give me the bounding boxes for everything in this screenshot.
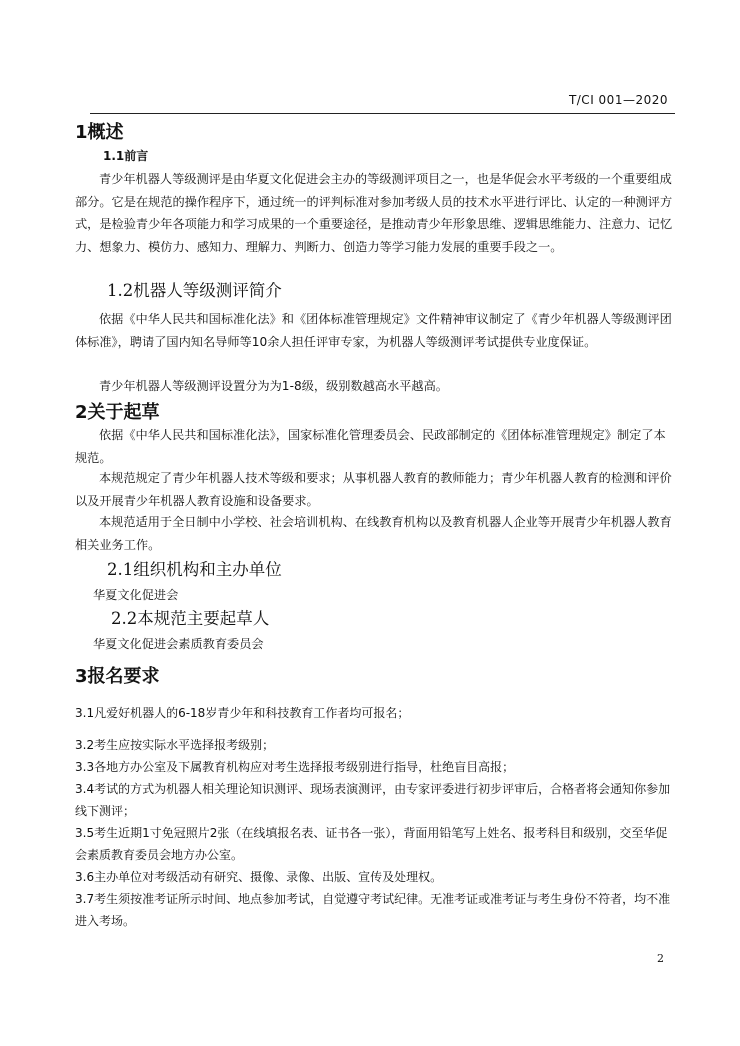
- requirement-item: 3.2考生应按实际水平选择报考级别；: [75, 738, 275, 752]
- section-2-paragraph-1: 依据《中华人民共和国标准化法》，国家标准化管理委员会、民政部制定的《团体标准管理规定》制定了本规范。: [75, 428, 666, 465]
- section-2-1-title: 2.1组织机构和主办单位: [107, 560, 282, 579]
- document-code: T/CI 001—2020: [568, 93, 668, 107]
- section-2-2-body: 华夏文化促进会素质教育委员会: [93, 637, 264, 651]
- requirement-item: 3.7考生须按准考证所示时间、地点参加考试，自觉遵守考试纪律。无准考证或准考证与考生身份不符者，均不准进入考场。: [75, 892, 671, 928]
- section-2-2-title: 2.2本规范主要起草人: [111, 609, 270, 628]
- section-1-1-paragraph: 青少年机器人等级测评是由华夏文化促进会主办的等级测评项目之一，也是华促会水平考级的一个重要组成部分。它是在规范的操作程序下，通过统一的评判标准对参加考级人员的技术水平进行评比、认定的一种测评方式，是检验青少年各项能力和学习成果的一个重要途径，是推动青少年形象思维、逻辑思维能力、注意力、记忆力、想象力、模仿力、感知力、理解力、判断力、创造力等学习能力发展的重要手段之一。: [75, 172, 673, 254]
- section-2-paragraph-2: 本规范规定了青少年机器人技术等级和要求；从事机器人教育的教师能力；青少年机器人教育的检测和评价以及开展青少年机器人教育设施和设备要求。: [75, 471, 672, 508]
- requirement-item: 3.6主办单位对考级活动有研究、摄像、录像、出版、宣传及处理权。: [75, 870, 443, 884]
- requirement-item: 3.3各地方办公室及下属教育机构应对考生选择报考级别进行指导，杜绝盲目高报；: [75, 760, 515, 774]
- requirement-item: 3.5考生近期1寸免冠照片2张（在线填报名表、证书各一张），背面用铅笔写上姓名、报考科目和级别，交至华促会素质教育委员会地方办公室。: [75, 826, 668, 862]
- section-1-2-title: 1.2机器人等级测评简介: [107, 281, 282, 300]
- section-1-1-title: 1.1前言: [103, 149, 149, 163]
- section-3-title: 3报名要求: [75, 666, 160, 687]
- section-1-2-paragraph-1: 依据《中华人民共和国标准化法》和《团体标准管理规定》文件精神审议制定了《青少年机器人等级测评团体标准》，聘请了国内知名导师等10余人担任评审专家，为机器人等级测评考试提供专业度保证。: [75, 312, 672, 349]
- header-divider: [90, 113, 675, 114]
- requirement-item: 3.4考试的方式为机器人相关理论知识测评、现场表演测评，由专家评委进行初步评审后，合格者将会通知你参加线下测评；: [75, 782, 671, 818]
- page-number: 2: [657, 952, 664, 965]
- section-1-2-paragraph-2: 青少年机器人等级测评设置分为为1-8级，级别数越高水平越高。: [99, 379, 448, 393]
- section-2-1-body: 华夏文化促进会: [93, 588, 179, 602]
- section-1-title: 1概述: [75, 122, 124, 143]
- requirement-item: 3.1凡爱好机器人的6-18岁青少年和科技教育工作者均可报名；: [75, 706, 410, 720]
- section-2-title: 2关于起草: [75, 402, 160, 423]
- section-2-paragraph-3: 本规范适用于全日制中小学校、社会培训机构、在线教育机构以及教育机器人企业等开展青少年机器人教育相关业务工作。: [75, 515, 672, 552]
